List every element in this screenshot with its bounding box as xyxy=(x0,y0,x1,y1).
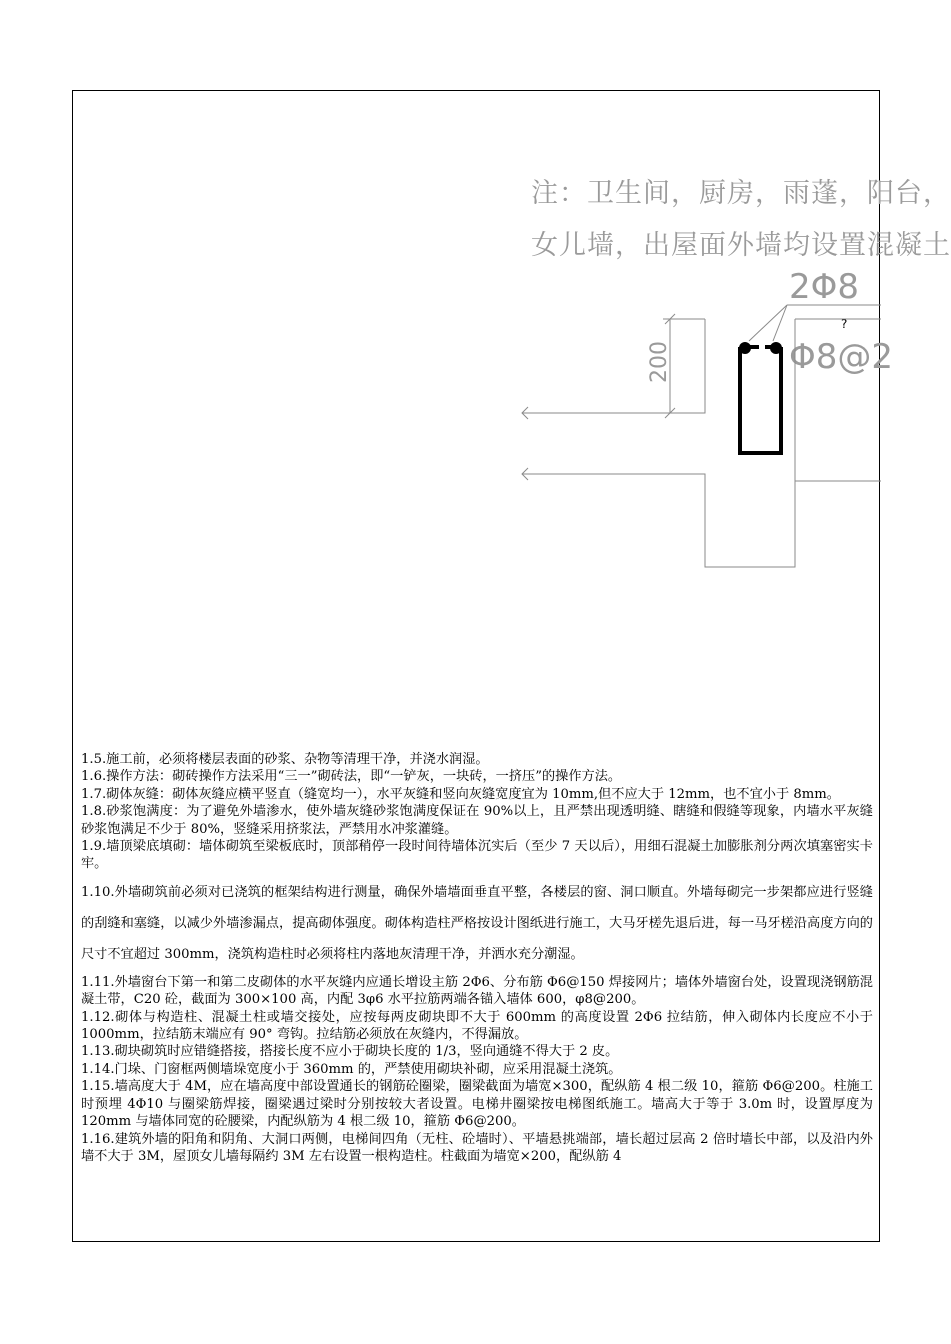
section-outline-svg xyxy=(73,91,881,741)
spec-paragraph: 1.8.砂浆饱满度：为了避免外墙渗水，使外墙灰缝砂浆饱满度保证在 90%以上，且严禁出现透明缝、瞎缝和假缝等现象，内墙水平灰缝砂浆饱满足不少于 80%，竖缝采用挤浆法，严禁用水冲浆灌缝。 xyxy=(81,804,873,837)
slab-top-edge xyxy=(522,319,705,413)
stirrup-label: Φ8@2 xyxy=(789,337,894,377)
detail-drawing xyxy=(73,91,951,741)
question-mark: ? xyxy=(841,317,848,331)
spec-paragraph: 1.5.施工前，必须将楼层表面的砂浆、杂物等清理干净，并浇水润湿。 xyxy=(81,752,489,767)
page-frame xyxy=(72,90,951,1242)
spec-text-block xyxy=(81,751,873,1165)
stirrup xyxy=(740,347,781,453)
spec-paragraph: 1.11.外墙窗台下第一和第二皮砌体的水平灰缝内应通长增设主筋 2Φ6、分布筋 Φ6@150 焊接网片；墙体外墙窗台处，设置现浇钢筋混凝土带，C20 砼，截面为 300×100 高，内配 3φ6 水平拉筋两端各锚入墙体 600，φ8@200。 xyxy=(81,974,873,1008)
spec-paragraph: 1.12.砌体与构造柱、混凝土柱或墙交接处，应按每两皮砌块即不大于 600mm 的高度设置 2Φ6 拉结筋，伸入砌体内长度应不小于 1000mm，拉结筋末端应有 90° 弯钩。拉结筋必须放在灰缝内，不得漏放。 xyxy=(81,1009,873,1043)
spec-paragraph: 1.15.墙高度大于 4M，应在墙高度中部设置通长的钢筋砼圈梁，圈梁截面为墙宽×300，配纵筋 4 根二级 10，箍筋 Φ6@200。柱施工时预埋 4Φ10 与圈梁筋焊接，圈梁遇过梁时分别按较大者设置。电梯井圈梁按电梯图纸施工。墙高大于等于 3.0m 时，设置厚度为 120mm 与墙体同宽的砼腰梁，内配纵筋为 4 根二级 10，箍筋 Φ6@200。 xyxy=(81,1079,873,1130)
rebar-label: 2Φ8 xyxy=(789,267,860,307)
dimension-label: 200 xyxy=(647,341,672,383)
drawing-note-line-1: 注：卫生间，厨房，雨蓬，阳台， xyxy=(531,178,951,209)
spec-paragraph: 1.14.门垛、门窗框两侧墙垛宽度小于 360mm 的，严禁使用砌块补砌，应采用混凝土浇筑。 xyxy=(81,1061,622,1077)
spec-paragraph: 1.10.外墙砌筑前必须对已浇筑的框架结构进行测量，确保外墙墙面垂直平整，各楼层的窗、洞口顺直。外墙每砌完一步架都应进行竖缝的刮缝和塞缝，以减少外墙渗漏点，提高砌体强度。砌体构造柱严格按设计图纸进行施工，大马牙槎先退后进，每一马牙槎沿高度方向的尺寸不宜超过 300mm，浇筑构造柱时必须将柱内落地灰清理干净，并洒水充分潮湿。 xyxy=(81,884,873,962)
spec-paragraph: 1.9.墙顶梁底填砌：墙体砌筑至梁板底时，顶部稍停一段时间待墙体沉实后（至少 7 天以后），用细石混凝土加膨胀剂分两次填塞密实卡牢。 xyxy=(81,839,873,872)
slab-bottom-edge xyxy=(522,474,881,567)
spec-paragraph: 1.7.砌体灰缝：砌体灰缝应横平竖直（缝宽均一），水平灰缝和竖向灰缝宽度宜为 10mm,但不应大于 12mm，也不宜小于 8mm。 xyxy=(81,786,840,802)
leader-line-1 xyxy=(749,305,787,341)
leader-line-2 xyxy=(773,305,787,341)
spec-paragraph: 1.16.建筑外墙的阳角和阴角、大洞口两侧，电梯间四角（无柱、砼墙时）、平墙悬挑端部，墙长超过层高 2 倍时墙长中部，以及沿内外墙不大于 3M，屋顶女儿墙每隔约 3M 左右设置一根构造柱。柱截面为墙宽×200，配纵筋 4 xyxy=(81,1131,873,1164)
drawing-note-line-2: 女儿墙，出屋面外墙均设置混凝土 xyxy=(531,230,951,261)
rebar-left xyxy=(739,342,751,354)
spec-paragraph: 1.6.操作方法：砌砖操作方法采用“三一”砌砖法，即“一铲灰，一块砖，一挤压”的操作方法。 xyxy=(81,769,622,785)
spec-paragraph: 1.13.砌块砌筑时应错缝搭接，搭接长度不应小于砌块长度的 1/3，竖向通缝不得大于 2 皮。 xyxy=(81,1044,619,1060)
rebar-right xyxy=(770,342,782,354)
